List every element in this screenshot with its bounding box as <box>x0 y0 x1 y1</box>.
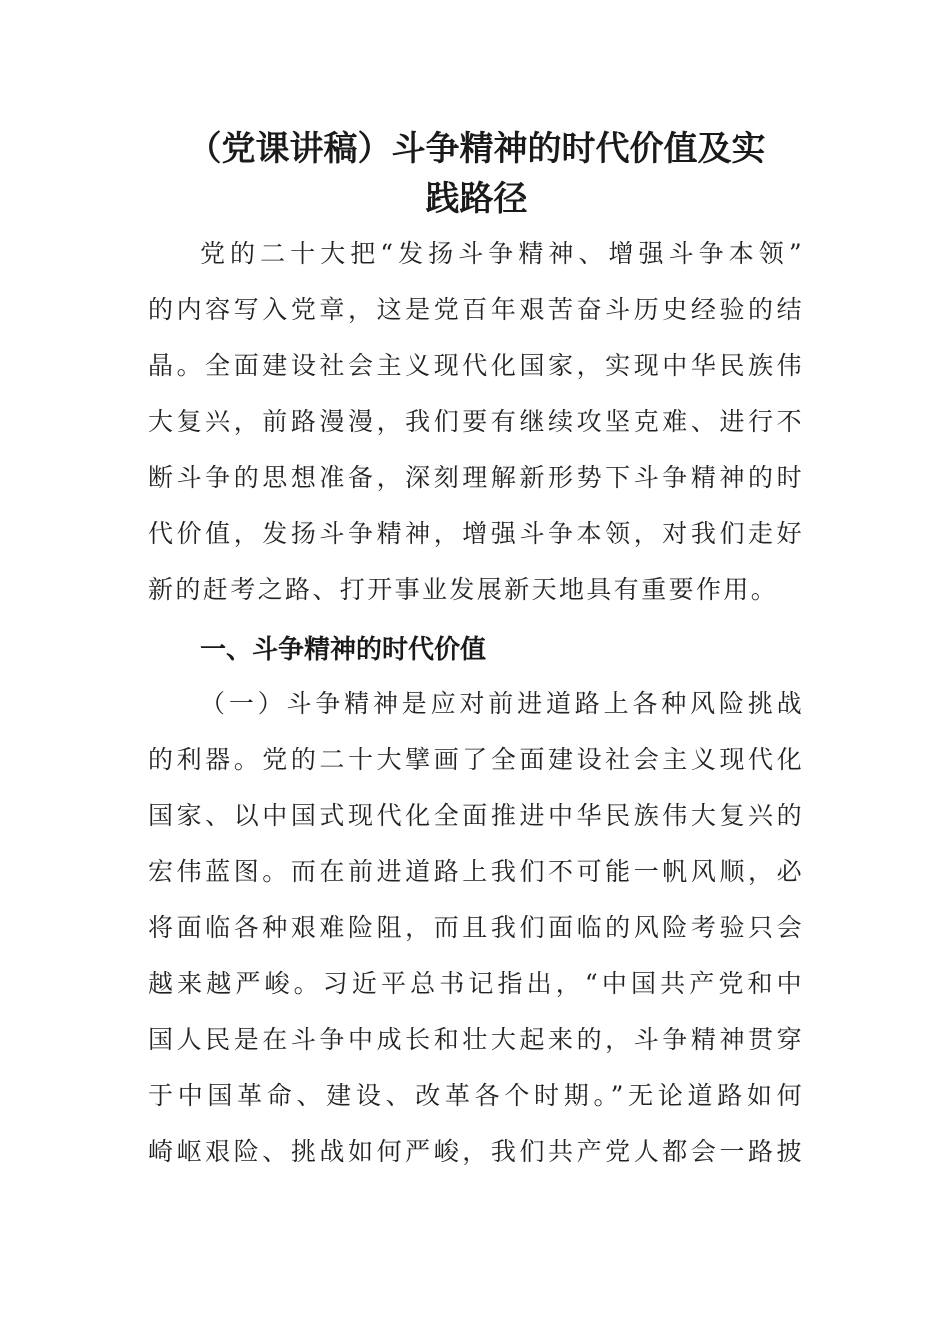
paragraph-line: 的利器。党的二十大擘画了全面建设社会主义现代化 <box>148 745 804 774</box>
section-heading: 一、斗争精神的时代价值 <box>200 635 487 665</box>
title-line: （党课讲稿）斗争精神的时代价值及实 <box>187 129 766 169</box>
paragraph-line: 将面临各种艰难险阻，而且我们面临的风险考验只会 <box>148 913 804 942</box>
paragraph-line: 晶。全面建设社会主义现代化国家，实现中华民族伟 <box>148 351 804 380</box>
paragraph-line: 代价值，发扬斗争精神，增强斗争本领，对我们走好 <box>148 519 804 548</box>
paragraph-line: 崎岖艰险、挑战如何严峻，我们共产党人都会一路披 <box>148 1137 804 1166</box>
document-title <box>150 124 803 224</box>
paragraph-line: 党的二十大把“发扬斗争精神、增强斗争本领” <box>200 239 804 268</box>
paragraph-line: 越来越严峻。习近平总书记指出，“中国共产党和中 <box>148 969 804 998</box>
paragraph-line: 国家、以中国式现代化全面推进中华民族伟大复兴的 <box>148 801 804 830</box>
section-paragraph <box>148 676 804 1180</box>
paragraph-line: 新的赶考之路、打开事业发展新天地具有重要作用。 <box>148 575 779 604</box>
paragraph-line: 的内容写入党章，这是党百年艰苦奋斗历史经验的结 <box>148 295 804 324</box>
paragraph-line: 大复兴，前路漫漫，我们要有继续攻坚克难、进行不 <box>148 407 804 436</box>
paragraph-line: 于中国革命、建设、改革各个时期。”无论道路如何 <box>148 1081 804 1110</box>
intro-paragraph <box>148 226 804 618</box>
paragraph-line: 国人民是在斗争中成长和壮大起来的，斗争精神贯穿 <box>148 1025 804 1054</box>
paragraph-line: （一）斗争精神是应对前进道路上各种风险挑战 <box>200 689 804 718</box>
paragraph-line: 宏伟蓝图。而在前进道路上我们不可能一帆风顺，必 <box>148 857 804 886</box>
title-line: 践路径 <box>425 179 528 219</box>
paragraph-line: 断斗争的思想准备，深刻理解新形势下斗争精神的时 <box>148 463 804 492</box>
